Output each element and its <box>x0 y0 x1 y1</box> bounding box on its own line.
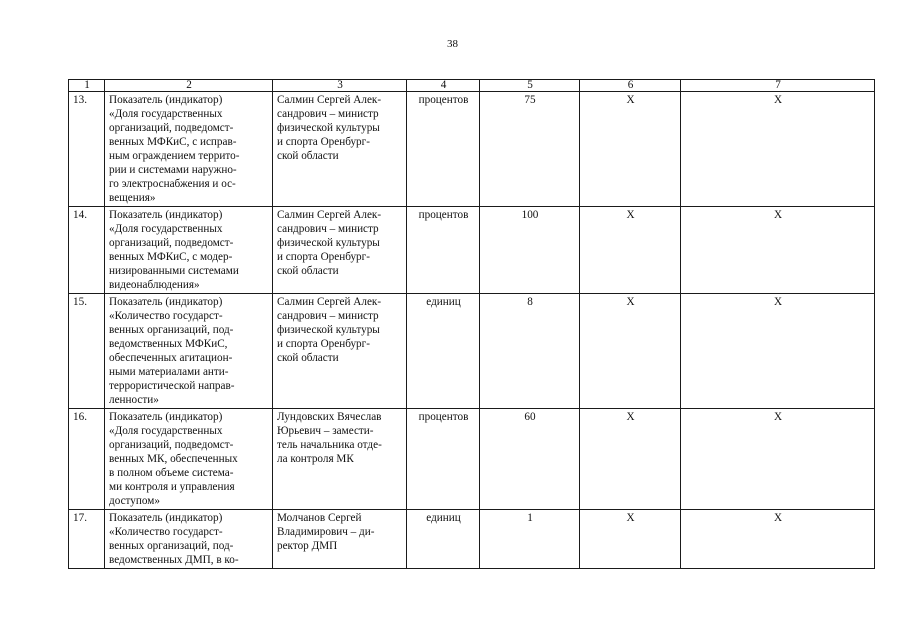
column-7-value: Х <box>681 92 875 207</box>
indicator-name-line: венных МФКиС, с модер- <box>109 251 233 263</box>
table-row <box>69 92 875 207</box>
header-row <box>69 80 875 92</box>
column-6-value: Х <box>580 510 681 569</box>
responsible-person-line: физической культуры <box>277 324 380 336</box>
page-number: 38 <box>447 38 458 50</box>
column-7-value: Х <box>681 294 875 409</box>
responsible-person-line: тель начальника отде- <box>277 439 382 451</box>
column-6-value: Х <box>580 92 681 207</box>
responsible-person-line: физической культуры <box>277 122 380 134</box>
target-value: 8 <box>480 294 580 409</box>
indicator-name-line: венных МФКиС, с исправ- <box>109 136 237 148</box>
responsible-person-line: и спорта Оренбург- <box>277 136 370 148</box>
indicator-name-line: венных организаций, под- <box>109 324 234 336</box>
column-6-value: Х <box>580 409 681 510</box>
indicator-name-line: рии и системами наружно- <box>109 164 237 176</box>
column-header-6: 6 <box>580 80 681 92</box>
indicator-name-line: ными материалами анти- <box>109 366 229 378</box>
indicator-name-line: обеспеченных агитацион- <box>109 352 233 364</box>
column-header-4: 4 <box>407 80 480 92</box>
indicator-name-line: вещения» <box>109 192 156 204</box>
responsible-person-line: Салмин Сергей Алек- <box>277 209 382 221</box>
responsible-person-line: и спорта Оренбург- <box>277 251 370 263</box>
indicator-name-line: доступом» <box>109 495 160 507</box>
indicator-name-line: Показатель (индикатор) <box>109 411 223 423</box>
indicator-name-line: ми контроля и управления <box>109 481 235 493</box>
responsible-person-line: ской области <box>277 352 339 364</box>
responsible-person <box>273 409 407 510</box>
indicator-name-line: венных МК, обеспеченных <box>109 453 238 465</box>
row-number: 15. <box>69 294 105 409</box>
target-value: 1 <box>480 510 580 569</box>
indicator-name <box>105 207 273 294</box>
responsible-person-line: Юрьевич – замести- <box>277 425 374 437</box>
indicators-table <box>68 79 875 569</box>
column-7-value: Х <box>681 510 875 569</box>
row-number: 14. <box>69 207 105 294</box>
responsible-person-line: Молчанов Сергей <box>277 512 362 524</box>
indicator-name-line: видеонаблюдения» <box>109 279 200 291</box>
responsible-person-line: физической культуры <box>277 237 380 249</box>
target-value: 75 <box>480 92 580 207</box>
column-header-3: 3 <box>273 80 407 92</box>
responsible-person-line: Владимирович – ди- <box>277 526 375 538</box>
indicator-name-line: «Доля государственных <box>109 108 223 120</box>
indicator-name-line: Показатель (индикатор) <box>109 296 223 308</box>
indicator-name-line: ленности» <box>109 394 159 406</box>
responsible-person <box>273 207 407 294</box>
column-6-value: Х <box>580 207 681 294</box>
unit-of-measure: процентов <box>407 409 480 510</box>
target-value: 60 <box>480 409 580 510</box>
responsible-person-line: ла контроля МК <box>277 453 354 465</box>
table-row <box>69 510 875 569</box>
indicator-name-line: ведомственных ДМП, в ко- <box>109 554 239 566</box>
indicator-name-line: «Количество государст- <box>109 526 223 538</box>
responsible-person-line: Лундовских Вячеслав <box>277 411 382 423</box>
table-body <box>69 92 875 569</box>
indicator-name-line: в полном объеме системa- <box>109 467 234 479</box>
indicator-name-line: «Доля государственных <box>109 425 223 437</box>
row-number: 16. <box>69 409 105 510</box>
indicator-name-line: ведомственных МФКиС, <box>109 338 228 350</box>
responsible-person-line: и спорта Оренбург- <box>277 338 370 350</box>
responsible-person-line: сандрович – министр <box>277 310 379 322</box>
indicator-name <box>105 409 273 510</box>
indicator-name-line: ным ограждением террито- <box>109 150 240 162</box>
indicator-name-line: Показатель (индикатор) <box>109 209 223 221</box>
unit-of-measure: процентов <box>407 207 480 294</box>
indicator-name-line: организаций, подведомст- <box>109 237 234 249</box>
column-header-7: 7 <box>681 80 875 92</box>
indicator-name <box>105 294 273 409</box>
indicator-name-line: организаций, подведомст- <box>109 122 234 134</box>
indicator-name <box>105 510 273 569</box>
column-header-1: 1 <box>69 80 105 92</box>
unit-of-measure: единиц <box>407 510 480 569</box>
indicator-name-line: «Количество государст- <box>109 310 223 322</box>
table-row <box>69 207 875 294</box>
column-header-5: 5 <box>480 80 580 92</box>
column-7-value: Х <box>681 207 875 294</box>
responsible-person <box>273 510 407 569</box>
unit-of-measure: процентов <box>407 92 480 207</box>
responsible-person-line: ректор ДМП <box>277 540 338 552</box>
responsible-person-line: ской области <box>277 265 339 277</box>
responsible-person <box>273 294 407 409</box>
responsible-person-line: сандрович – министр <box>277 223 379 235</box>
indicator-name-line: Показатель (индикатор) <box>109 94 223 106</box>
indicator-name <box>105 92 273 207</box>
indicator-name-line: Показатель (индикатор) <box>109 512 223 524</box>
indicator-name-line: «Доля государственных <box>109 223 223 235</box>
table-row <box>69 409 875 510</box>
column-7-value: Х <box>681 409 875 510</box>
responsible-person <box>273 92 407 207</box>
table-row <box>69 294 875 409</box>
row-number: 17. <box>69 510 105 569</box>
indicator-name-line: го электроснабжения и ос- <box>109 178 236 190</box>
responsible-person-line: Салмин Сергей Алек- <box>277 94 382 106</box>
indicator-name-line: венных организаций, под- <box>109 540 234 552</box>
indicator-name-line: низированными системами <box>109 265 239 277</box>
responsible-person-line: Салмин Сергей Алек- <box>277 296 382 308</box>
unit-of-measure: единиц <box>407 294 480 409</box>
row-number: 13. <box>69 92 105 207</box>
column-6-value: Х <box>580 294 681 409</box>
target-value: 100 <box>480 207 580 294</box>
indicator-name-line: организаций, подведомст- <box>109 439 234 451</box>
indicator-name-line: террористической направ- <box>109 380 235 392</box>
responsible-person-line: сандрович – министр <box>277 108 379 120</box>
column-header-2: 2 <box>105 80 273 92</box>
responsible-person-line: ской области <box>277 150 339 162</box>
